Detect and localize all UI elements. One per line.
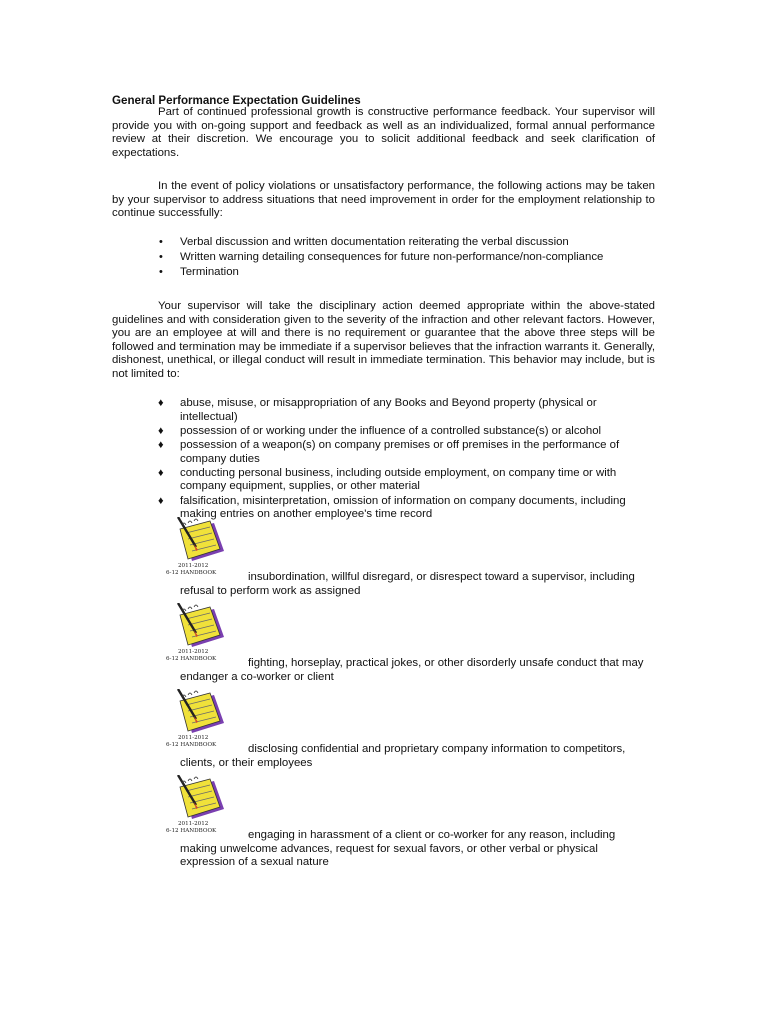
diamond-bullet-icon: ♦	[158, 494, 164, 507]
clipart-caption: 2011-2012 6-12 HANDBOOK	[166, 563, 217, 576]
action-steps-list	[158, 236, 638, 282]
diamond-bullet-icon: ♦	[158, 397, 164, 409]
list-item: • Verbal discussion and written documentation reiterating the verbal discussion	[159, 236, 569, 248]
document-title: General Performance Expectation Guidelines	[112, 94, 361, 107]
list-item: ♦ abuse, misuse, or misappropriation of any Books and Beyond property (physical or intellectual)	[158, 397, 597, 423]
paragraph-disciplinary-action-text: Your supervisor will take the disciplinary action deemed appropriate within the above-stated guidelines and with consideration given to the severity of the infraction and other relevant factors. However, you are an employee at will and there is no requirement or guarantee that the above three steps will be followed and termination may be immediate if a supervisor believes that the infraction warrants it. Generally, dishonest, unethical, or illegal conduct will result in immediate termination. This behavior may include, but is not limited to:	[112, 300, 655, 380]
diamond-bullet-icon: ♦	[158, 438, 164, 451]
clipart-item-text: engaging in harassment of a client or co-worker for any reason, including making unwelcome advances, request for sexual favors, or other verbal or physical expression of a sexual nature	[180, 829, 616, 869]
diamond-bullet-icon: ♦	[158, 424, 164, 437]
paragraph-feedback	[112, 106, 655, 160]
clipart-item-text: disclosing confidential and proprietary company information to competitors, clients, or their employees	[180, 743, 626, 769]
clipart-caption: 2011-2012 6-12 HANDBOOK	[166, 821, 217, 834]
list-item: • Termination	[159, 266, 239, 279]
diamond-bullet-icon: ♦	[158, 466, 164, 479]
list-item: ♦ possession of or working under the influence of a controlled substance(s) or alcohol	[158, 424, 602, 437]
paragraph-policy-violations-text: In the event of policy violations or unsatisfactory performance, the following actions may be taken by your supervisor to address situations that need improvement in order for the employment relationship to continue successfully:	[112, 180, 655, 220]
paragraph-disciplinary-action	[112, 300, 655, 382]
list-item: • Written warning detailing consequences for future non-performance/non-compliance	[159, 251, 604, 264]
clipart-caption: 2011-2012 6-12 HANDBOOK	[166, 735, 217, 748]
bullet-icon: •	[159, 266, 163, 279]
list-item: ♦ conducting personal business, including outside employment, on company time or with company equipment, supplies, or other material	[158, 466, 617, 493]
clipart-caption: 2011-2012 6-12 HANDBOOK	[166, 649, 217, 662]
bullet-icon: •	[159, 251, 163, 264]
paragraph-policy-violations	[112, 180, 655, 221]
clipart-item-text: insubordination, willful disregard, or disrespect toward a supervisor, including refusal to perform work as assigned	[180, 571, 635, 597]
conduct-list	[158, 397, 648, 522]
list-item: ♦ possession of a weapon(s) on company premises or off premises in the performance of company duties	[158, 438, 620, 465]
bullet-icon: •	[159, 236, 163, 248]
clipart-item-text: fighting, horseplay, practical jokes, or other disorderly unsafe conduct that may endanger a co-worker or client	[180, 657, 644, 683]
list-item: ♦ falsification, misinterpretation, omission of information on company documents, including making entries on another employee's time record	[158, 494, 626, 521]
paragraph-feedback-text: Part of continued professional growth is constructive performance feedback. Your supervisor will provide you with on-going support and feedback as well as an individualized, formal annual performance review at their discretion. We encourage you to solicit additional feedback and seek clarification of expectations.	[112, 106, 655, 159]
